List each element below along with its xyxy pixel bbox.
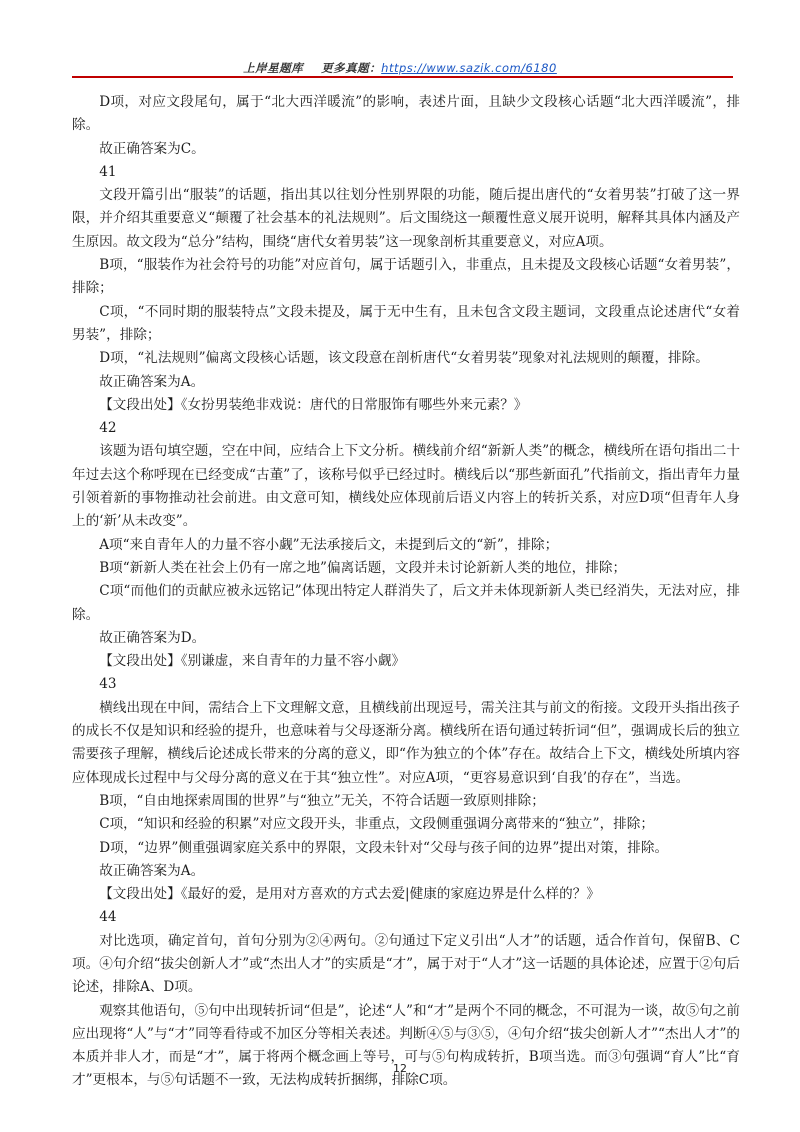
- header-url-link[interactable]: https://www.sazik.com/6180: [381, 61, 557, 75]
- answer-line: 故正确答案为C。: [99, 140, 205, 157]
- paragraph: D项，“礼法规则”偏离文段核心话题，该文段意在剖析唐代“女着男装”现象对礼法规则的颠覆，排除。: [99, 350, 709, 367]
- paragraph: C项“而他们的贡献应被永远铭记”体现出特定人群消失了，后文并未体现新新人类已经消失，无法对应，排除。: [72, 583, 740, 623]
- question-number: 43: [99, 676, 117, 693]
- paragraph: 横线出现在中间，需结合上下文理解文意，且横线前出现逗号，需关注其与前文的衔接。文段开头指出孩子的成长不仅是知识和经验的提升，也意味着与父母逐渐分离。横线所在语句通过转折词“但”，强调成长后的独立需要孩子理解，横线后论述成长带来的分离的意义，即“作为独立的个体”存在。故结合上下文，横线处所填内容应体现成长过程中与父母分离的意义在于其“独立性”。对应A项，“更容易意识到‘自我’的存在”，当选。: [72, 699, 740, 786]
- page-number: 12: [393, 1062, 407, 1075]
- paragraph: B项“新新人类在社会上仍有一席之地”偏离话题，文段并未讨论新新人类的地位，排除；: [99, 559, 627, 576]
- paragraph: 观察其他语句，⑤句中出现转折词“但是”，论述“人”和“才”是两个不同的概念，不可混为一谈，故⑤句之前应出现将“人”与“才”同等看待或不加区分等相关表述。判断④⑤与③⑤，④句介绍“拔尖创新人才”“杰出人才”的本质并非人才，而是“才”，属于将两个概念画上等号，可与⑤句构成转折，B项当选。而③句强调“育人”比“育才”更根本，与⑤句话题不一致，无法构成转折捆绑，排除C项。: [72, 1002, 740, 1089]
- source-line: 【文段出处】《女扮男装绝非戏说：唐代的日常服饰有哪些外来元素？》: [99, 396, 528, 413]
- paragraph: 文段开篇引出“服装”的话题，指出其以往划分性别界限的功能，随后提出唐代的“女着男装”打破了这一界限，并介绍其重要意义“颠覆了社会基本的礼法规则”。后文围绕这一颠覆性意义展开说明，解释其具体内涵及产生原因。故文段为“总分”结构，围绕“唐代女着男装”这一现象剖析其重要意义，对应A项。: [72, 187, 740, 250]
- page-header: [0, 60, 800, 76]
- header-divider: [72, 76, 733, 78]
- answer-line: 故正确答案为A。: [99, 373, 205, 390]
- source-line: 【文段出处】《别谦虚，来自青年的力量不容小觑》: [99, 653, 406, 670]
- paragraph: D项，对应文段尾句，属于“北大西洋暖流”的影响，表述片面，且缺少文段核心话题“北大西洋暖流”，排除。: [72, 94, 740, 134]
- question-number: 41: [99, 163, 117, 180]
- more-label: 更多真题：: [321, 61, 382, 75]
- paragraph: C项，“不同时期的服装特点”文段未提及，属于无中生有，且未包含文段主题词，文段重点论述唐代“女着男装”，排除；: [72, 303, 740, 343]
- document-body: [72, 91, 740, 1093]
- paragraph: B项，“服装作为社会符号的功能”对应首句，属于话题引入，非重点，且未提及文段核心话题“女着男装”，排除；: [72, 257, 740, 297]
- question-number: 44: [99, 909, 117, 926]
- answer-line: 故正确答案为D。: [99, 629, 206, 646]
- paragraph: C项，“知识和经验的积累”对应文段开头，非重点，文段侧重强调分离带来的“独立”，排除；: [99, 816, 654, 833]
- paragraph: B项，“自由地探索周围的世界”与“独立”无关，不符合话题一致原则排除；: [99, 792, 545, 809]
- source-line: 【文段出处】《最好的爱，是用对方喜欢的方式去爱|健康的家庭边界是什么样的？》: [99, 886, 600, 903]
- paragraph: A项“来自青年人的力量不容小觑”无法承接后文，未提到后文的“新”，排除；: [99, 536, 559, 553]
- site-name: 上岸星题库: [243, 61, 304, 75]
- paragraph: 该题为语句填空题，空在中间，应结合上下文分析。横线前介绍“新新人类”的概念，横线所在语句指出二十年过去这个称呼现在已经变成“古董”了，该称号似乎已经过时。横线后以“那些新面孔”代指前文，指出青年力量引领着新的事物推动社会前进。由文意可知，横线处应体现前后语义内容上的转折关系，对应D项“但青年人身上的‘新’从未改变”。: [72, 443, 740, 530]
- paragraph: 对比选项，确定首句，首句分别为②④两句。②句通过下定义引出“人才”的话题，适合作首句，保留B、C项。④句介绍“拔尖创新人才”或“杰出人才”的实质是“才”，属于对于“人才”这一话题的具体论述，应置于②句后论述，排除A、D项。: [72, 932, 740, 996]
- paragraph: D项，“边界”侧重强调家庭关系中的界限，文段未针对“父母与孩子间的边界”提出对策，排除。: [99, 839, 669, 856]
- question-number: 42: [99, 420, 117, 437]
- answer-line: 故正确答案为A。: [99, 862, 205, 879]
